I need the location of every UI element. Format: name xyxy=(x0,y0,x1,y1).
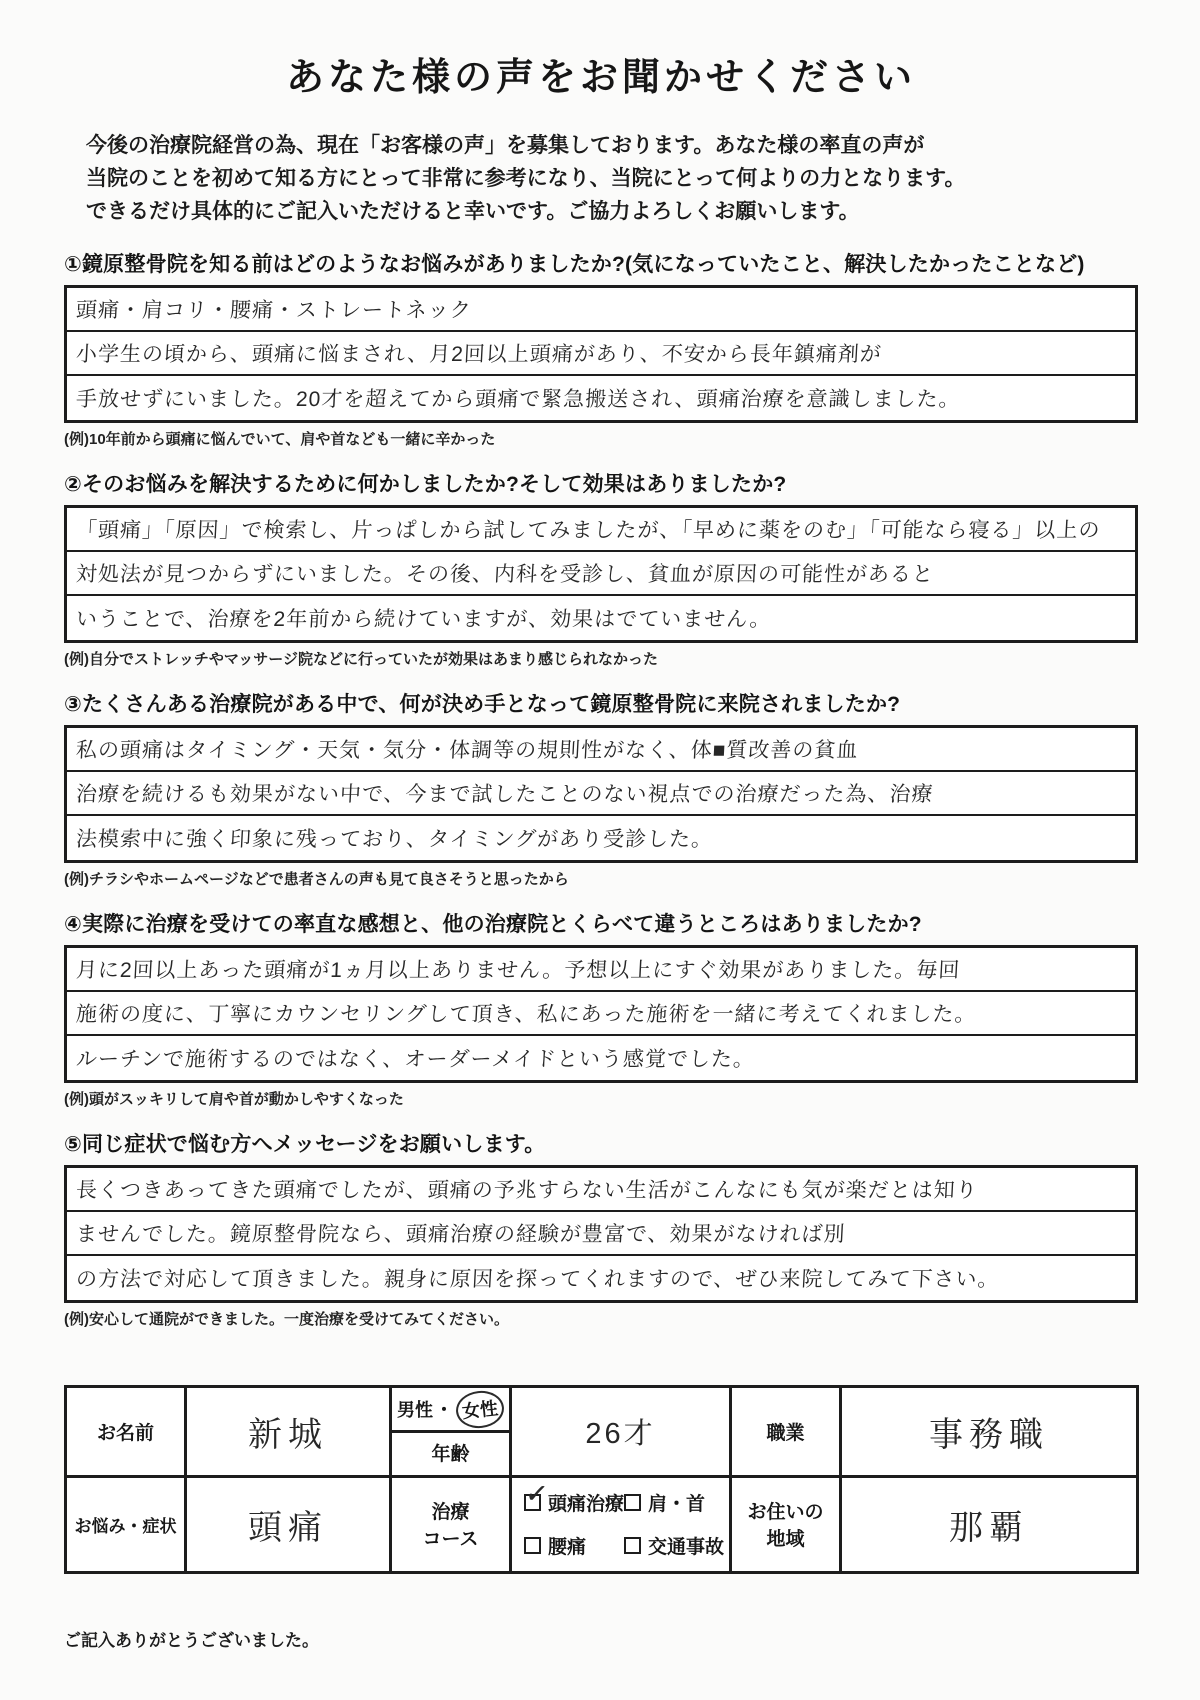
answer-line xyxy=(67,948,1135,992)
answer-box xyxy=(64,1165,1138,1303)
answer-line xyxy=(67,376,1135,420)
course-options-cell xyxy=(511,1476,731,1572)
course-label-line: 治療 xyxy=(431,1502,470,1524)
symptom-value-cell xyxy=(186,1476,391,1572)
question-block-4 xyxy=(64,908,1138,1109)
course-option xyxy=(524,1532,624,1559)
name-value-cell xyxy=(186,1386,391,1476)
answer-line xyxy=(67,332,1135,376)
job-label: 職業 xyxy=(731,1386,841,1476)
handwritten-text: 施術の度に、丁寧にカウンセリングして頂き、私にあった施術を一緒に考えてくれました。 xyxy=(75,1002,978,1026)
answer-line xyxy=(67,552,1135,596)
handwritten-text: 法模索中に強く印象に残っており、タイミングがあり受診した。 xyxy=(75,827,714,851)
answer-line xyxy=(67,288,1135,332)
example-text: (例)安心して通院ができました。一度治療を受けてみてください。 xyxy=(64,1310,509,1328)
question-label: ④実際に治療を受けての率直な感想と、他の治療院とくらべて違うところはありましたか? xyxy=(64,912,922,936)
checkbox-icon xyxy=(523,1476,551,1511)
checkbox-icon xyxy=(624,1494,641,1511)
handwritten-text: の方法で対応して頂きました。親身に原因を探ってくれますので、ぜひ来院してみて下さい。 xyxy=(75,1267,1001,1291)
handwritten-text: ませんでした。鏡原整骨院なら、頭痛治療の経験が豊富で、効果がなければ別 xyxy=(75,1222,847,1246)
area-label-line: お住いの xyxy=(747,1502,824,1524)
course-option xyxy=(523,1476,625,1516)
answer-box xyxy=(64,285,1138,423)
handwritten-text: 治療を続けるも効果がない中で、今まで試したことのない視点での治療だった為、治療 xyxy=(75,782,935,806)
handwritten-text: 対処法が見つからずにいました。その後、内科を受診し、貧血が原因の可能性があると xyxy=(75,562,935,586)
age-value-cell xyxy=(511,1386,731,1476)
example-text: (例)10年前から頭痛に悩んでいて、肩や首なども一緒に辛かった xyxy=(64,430,496,448)
answer-line xyxy=(67,728,1135,772)
name-value: 新城 xyxy=(248,1415,328,1454)
course-option-label: 腰痛 xyxy=(548,1537,587,1559)
checkbox-icon xyxy=(524,1537,541,1554)
question-label: ③たくさんある治療院がある中で、何が決め手となって鏡原整骨院に来院されましたか? xyxy=(64,692,901,716)
question-label: ⑤同じ症状で悩む方へメッセージをお願いします。 xyxy=(64,1132,546,1156)
question-label: ②そのお悩みを解決するために何かしましたか?そして効果はありましたか? xyxy=(64,472,787,496)
handwritten-text: いうことで、治療を2年前から続けていますが、効果はでていません。 xyxy=(75,607,773,631)
question-block-3 xyxy=(64,688,1138,889)
job-value-cell xyxy=(841,1386,1138,1476)
course-option xyxy=(624,1489,724,1516)
area-label xyxy=(731,1476,841,1572)
handwritten-text: 小学生の頃から、頭痛に悩まされ、月2回以上頭痛があり、不安から長年鎮痛剤が xyxy=(75,342,883,366)
answer-line xyxy=(67,992,1135,1036)
example-text: (例)頭がスッキリして肩や首が動かしやすくなった xyxy=(64,1090,404,1108)
gender-age-cell xyxy=(391,1386,511,1476)
course-option-label: 交通事故 xyxy=(648,1537,725,1559)
intro-line: 当院のことを初めて知る方にとって非常に参考になり、当院にとって何よりの力となります。 xyxy=(86,167,966,191)
answer-line xyxy=(67,508,1135,552)
answer-line xyxy=(67,816,1135,860)
gender-circle-annotation xyxy=(454,1388,506,1430)
course-option-label: 肩・首 xyxy=(648,1494,706,1516)
gender-separator: ・ xyxy=(435,1400,453,1421)
intro-line: 今後の治療院経営の為、現在「お客様の声」を募集しております。あなた様の率直の声が xyxy=(86,134,925,157)
gender-options xyxy=(392,1389,509,1433)
area-label-line: 地域 xyxy=(766,1529,805,1551)
handwritten-text: 頭痛・肩コリ・腰痛・ストレートネック xyxy=(75,298,473,322)
handwritten-text: ルーチンで施術するのではなく、オーダーメイドという感覚でした。 xyxy=(75,1047,756,1071)
question-label: ①鏡原整骨院を知る前はどのようなお悩みがありましたか?(気になっていたこと、解決したかったことなど) xyxy=(64,252,1085,276)
age-label: 年齢 xyxy=(431,1444,470,1466)
gender-option-female: 女性 xyxy=(461,1397,499,1422)
question-block-5 xyxy=(64,1128,1138,1329)
answer-box xyxy=(64,945,1138,1083)
question-block-2 xyxy=(64,468,1138,669)
job-value: 事務職 xyxy=(929,1415,1049,1454)
question-block-1 xyxy=(64,248,1138,449)
answer-line xyxy=(67,596,1135,640)
answer-box xyxy=(64,725,1138,863)
course-label-line: コース xyxy=(422,1529,479,1551)
handwritten-text: 私の頭痛はタイミング・天気・気分・体調等の規則性がなく、体■質改善の貧血 xyxy=(75,738,859,762)
answer-line xyxy=(67,772,1135,816)
answer-box xyxy=(64,505,1138,643)
area-value-cell xyxy=(841,1476,1138,1572)
example-text: (例)チラシやホームページなどで患者さんの声も見て良さそうと思ったから xyxy=(64,870,569,888)
name-label: お名前 xyxy=(66,1386,186,1476)
age-value: 26才 xyxy=(585,1417,656,1450)
example-text: (例)自分でストレッチやマッサージ院などに行っていたが効果はあまり感じられなかった xyxy=(64,650,658,668)
symptom-value: 頭痛 xyxy=(248,1508,328,1547)
handwritten-text: 長くつきあってきた頭痛でしたが、頭痛の予兆すらない生活がこんなにも気が楽だとは知り xyxy=(75,1178,979,1202)
area-value: 那覇 xyxy=(949,1508,1029,1547)
profile-table xyxy=(64,1385,1139,1574)
course-option xyxy=(624,1532,724,1559)
answer-line xyxy=(67,1036,1135,1080)
answer-line xyxy=(67,1256,1135,1300)
page-title: あなた様の声をお聞かせください xyxy=(285,57,916,99)
course-label xyxy=(391,1476,511,1572)
check-icon: ✓ xyxy=(523,1476,551,1511)
handwritten-text: 手放せずにいました。20才を超えてから頭痛で緊急搬送され、頭痛治療を意識しました。 xyxy=(75,387,962,411)
answer-line xyxy=(67,1168,1135,1212)
handwritten-text: 「頭痛」「原因」で検索し、片っぱしから試してみましたが、「早めに薬をのむ」「可能なら寝る」以上の xyxy=(75,518,1102,542)
gender-option-male: 男性 xyxy=(397,1400,433,1421)
intro-paragraph xyxy=(86,129,1138,229)
handwritten-text: 月に2回以上あった頭痛が1ヵ月以上ありません。予想以上にすぐ効果がありました。毎回 xyxy=(75,958,961,982)
footer-note: ご記入ありがとうございました。 xyxy=(64,1630,319,1650)
symptom-label: お悩み・症状 xyxy=(66,1476,186,1572)
answer-line xyxy=(67,1212,1135,1256)
intro-line: できるだけ具体的にご記入いただけると幸いです。ご協力よろしくお願いします。 xyxy=(86,200,860,224)
course-option-label: 頭痛治療 xyxy=(548,1494,625,1516)
checkbox-icon xyxy=(624,1537,641,1554)
